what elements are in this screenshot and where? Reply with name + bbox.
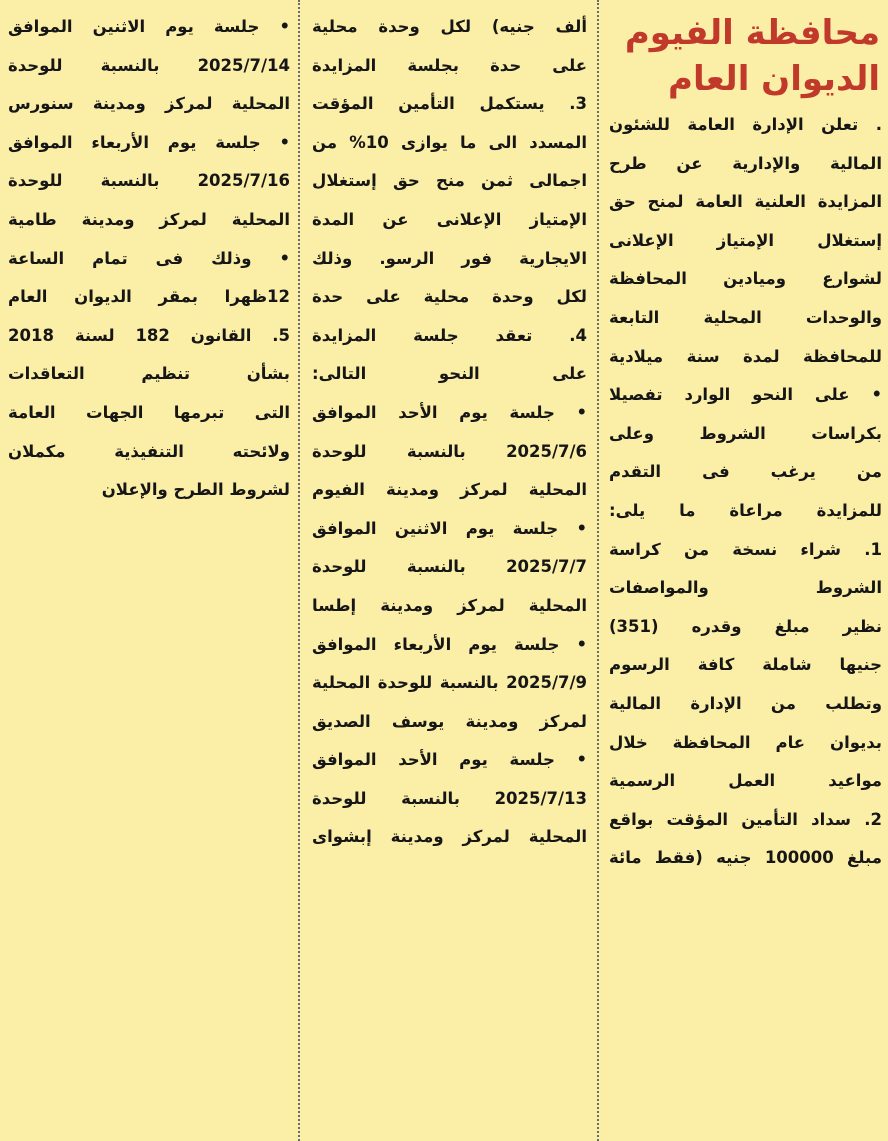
column-left-text bbox=[0, 8, 296, 510]
text-line: 2. سداد التأمين المؤقت بواقع bbox=[609, 809, 882, 829]
text-line: من يرغب فى التقدم bbox=[609, 462, 882, 482]
text-line: اجمالى ثمن منح حق إستغلال bbox=[312, 171, 587, 191]
column-middle-text bbox=[304, 8, 593, 857]
text-line: المحلية لمركز ومدينة طامية bbox=[8, 209, 290, 229]
announcement-title bbox=[601, 0, 888, 102]
title-office: الديوان العام bbox=[668, 59, 880, 99]
text-line: المسدد الى ما يوازى 10% من bbox=[312, 132, 588, 152]
text-line: • جلسة يوم الاثنين الموافق bbox=[312, 518, 587, 538]
text-line: إستغلال الإمتياز الإعلانى bbox=[609, 230, 882, 250]
text-line: • وذلك فى تمام الساعة bbox=[8, 248, 290, 268]
text-line: لشوارع وميادين المحافظة bbox=[609, 269, 882, 289]
text-line: 2025/7/6 بالنسبة للوحدة bbox=[312, 441, 587, 461]
text-line: 2025/7/14 بالنسبة للوحدة bbox=[8, 55, 290, 75]
text-line: 1. شراء نسخة من كراسة bbox=[609, 539, 882, 559]
text-line: التى تبرمها الجهات العامة bbox=[8, 402, 290, 422]
text-line: • جلسة يوم الأربعاء الموافق bbox=[8, 132, 290, 152]
text-line: على النحو التالى: bbox=[312, 364, 587, 384]
text-line: • جلسة يوم الأحد الموافق bbox=[312, 402, 587, 422]
column-divider bbox=[298, 0, 300, 1141]
text-line: 2025/7/13 بالنسبة للوحدة bbox=[312, 788, 587, 808]
text-line: 4. تعقد جلسة المزايدة bbox=[312, 325, 587, 345]
text-line: المحلية لمركز ومدينة الفيوم bbox=[312, 480, 587, 500]
text-line: لكل وحدة محلية على حدة bbox=[312, 287, 587, 307]
column-divider bbox=[597, 0, 599, 1141]
text-line: المحلية لمركز ومدينة إطسا bbox=[312, 595, 587, 615]
text-line: المحلية لمركز ومدينة سنورس bbox=[8, 94, 290, 114]
column-middle bbox=[304, 0, 593, 1141]
text-line: • على النحو الوارد تفصيلا bbox=[609, 385, 882, 405]
text-line: 5. القانون 182 لسنة 2018 bbox=[8, 325, 290, 345]
text-line: بديوان عام المحافظة خلال bbox=[609, 732, 882, 752]
text-line: الشروط والمواصفات bbox=[609, 578, 882, 598]
text-line: والوحدات المحلية التابعة bbox=[609, 307, 882, 327]
text-line: • جلسة يوم الأربعاء الموافق bbox=[312, 634, 587, 654]
text-line: الايجارية فور الرسو. وذلك bbox=[312, 248, 587, 268]
text-line: • جلسة يوم الاثنين الموافق bbox=[8, 17, 290, 36]
text-line: وتطلب من الإدارة المالية bbox=[609, 693, 882, 713]
text-line: للمزايدة مراعاة ما يلى: bbox=[609, 500, 882, 520]
text-line: المزايدة العلنية العامة لمنح حق bbox=[609, 192, 882, 212]
text-line: لمركز ومدينة يوسف الصديق bbox=[312, 711, 587, 731]
text-line: بشأن تنظيم التعاقدات bbox=[8, 364, 290, 384]
text-line: الإمتياز الإعلانى عن المدة bbox=[312, 209, 587, 229]
text-line: 2025/7/9 بالنسبة للوحدة المحلية bbox=[312, 673, 587, 693]
text-line: المالية والإدارية عن طرح bbox=[609, 153, 882, 173]
text-line: مبلغ 100000 جنيه (فقط مائة bbox=[609, 848, 882, 868]
text-line: ولائحته التنفيذية مكملان bbox=[8, 441, 290, 461]
text-line: 3. يستكمل التأمين المؤقت bbox=[312, 94, 587, 114]
text-line: على حدة بجلسة المزايدة bbox=[312, 55, 587, 75]
text-line: • جلسة يوم الأحد الموافق bbox=[312, 750, 587, 770]
column-right bbox=[601, 0, 888, 1141]
text-line: بكراسات الشروط وعلى bbox=[609, 423, 882, 443]
title-governorate: محافظة الفيوم bbox=[624, 13, 880, 53]
text-line: مواعيد العمل الرسمية bbox=[609, 771, 882, 791]
text-line: لشروط الطرح والإعلان bbox=[101, 480, 290, 500]
text-line: 12ظهرا بمقر الديوان العام bbox=[8, 287, 290, 307]
column-right-text bbox=[601, 106, 888, 878]
text-line: للمحافظة لمدة سنة ميلادية bbox=[609, 346, 882, 366]
column-left bbox=[0, 0, 296, 1141]
text-line: المحلية لمركز ومدينة إبشواى bbox=[312, 827, 587, 847]
text-line: جنيها شاملة كافة الرسوم bbox=[609, 655, 882, 675]
text-line: 2025/7/7 بالنسبة للوحدة bbox=[312, 557, 587, 577]
text-line: 2025/7/16 بالنسبة للوحدة bbox=[8, 171, 290, 191]
text-line: ألف جنيه) لكل وحدة محلية bbox=[312, 17, 587, 36]
text-line: نظير مبلغ وقدره (351) bbox=[609, 616, 882, 636]
text-line: . تعلن الإدارة العامة للشئون bbox=[609, 115, 882, 134]
